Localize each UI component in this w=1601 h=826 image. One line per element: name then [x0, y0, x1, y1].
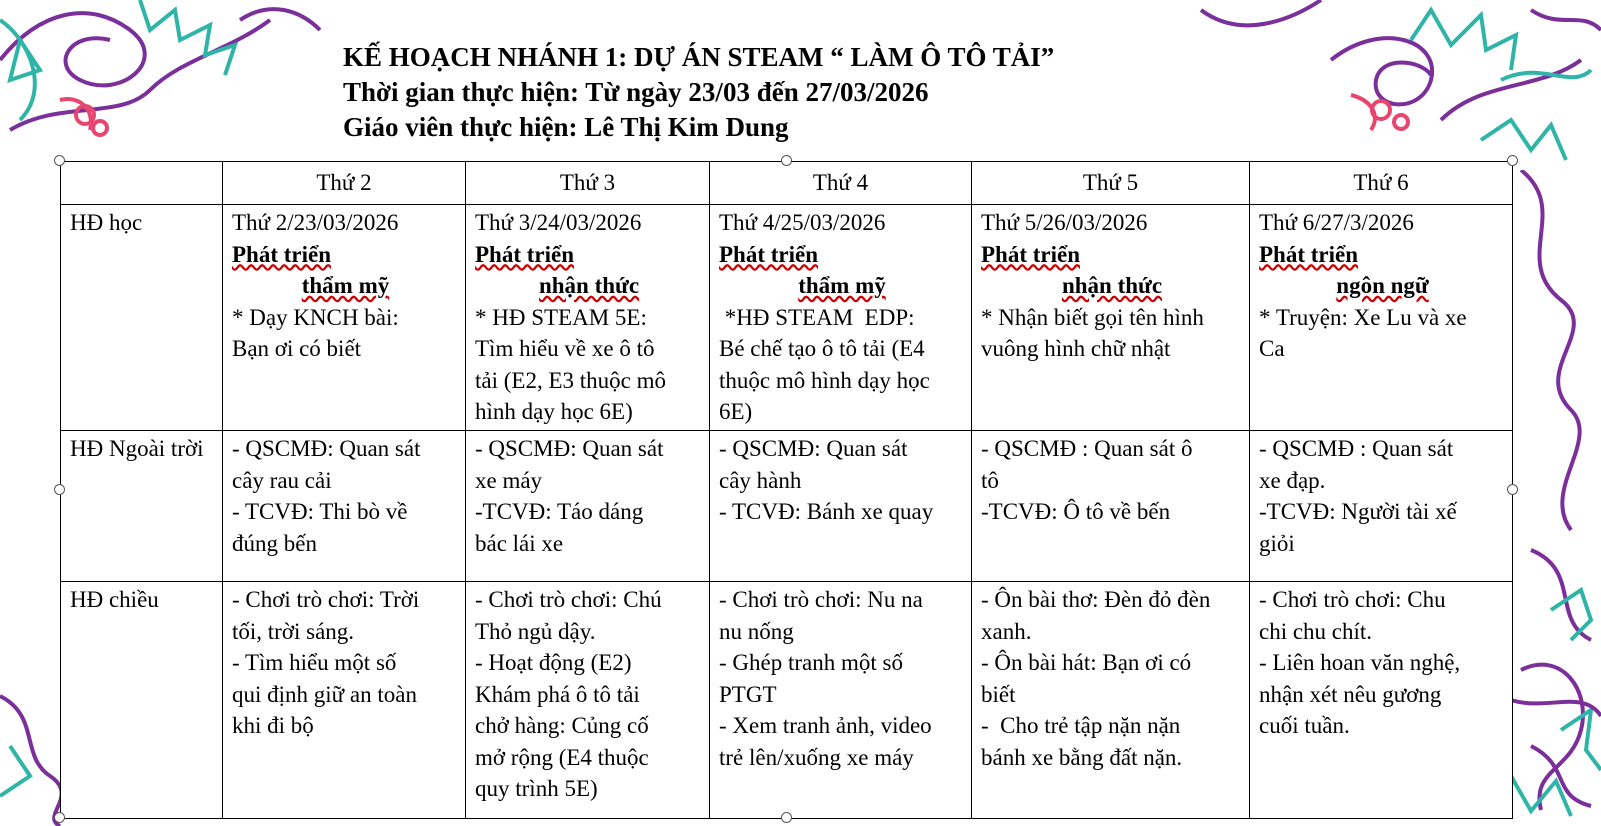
- resize-handle-bottom-left[interactable]: [54, 812, 65, 823]
- cell-text: xe đạp.: [1259, 467, 1326, 493]
- cell-text: *HĐ STEAM EDP:: [719, 304, 915, 330]
- cell-text: - Hoạt động (E2): [475, 650, 632, 675]
- cell-text: - Cho trẻ tập nặn nặn: [981, 713, 1181, 738]
- cell-text: - Ôn bài hát: Bạn ơi có: [981, 650, 1192, 675]
- floral-decoration-top-right: [1181, 0, 1601, 180]
- resize-handle-top-right[interactable]: [1507, 155, 1518, 166]
- cell-text: nu nống: [719, 618, 794, 644]
- resize-handle-top-left[interactable]: [54, 155, 65, 166]
- cell-text: qui định giữ an toàn: [232, 681, 417, 707]
- cell-text: đúng bến: [232, 530, 317, 556]
- weekly-plan-table[interactable]: [60, 161, 1513, 819]
- resize-handle-middle-left[interactable]: [54, 484, 65, 495]
- cell-text: Bé chế tạo ô tô tải (E4: [719, 336, 925, 361]
- cell-text: * Nhận biết gọi tên hình: [981, 304, 1204, 330]
- resize-handle-bottom-middle[interactable]: [781, 812, 792, 823]
- cell-text: tải (E2, E3 thuộc mô: [475, 367, 666, 393]
- resize-handle-middle-right[interactable]: [1507, 484, 1518, 495]
- cell-text: Tìm hiểu về xe ô tô: [475, 336, 655, 361]
- cell-text: bánh xe bằng đất nặn.: [981, 744, 1183, 770]
- cell-text: vuông hình chữ nhật: [981, 336, 1171, 361]
- cell-date: Thứ 5/26/03/2026: [981, 210, 1148, 235]
- cell-text: tối, trời sáng.: [232, 618, 355, 644]
- cell-subject: Phát triển: [475, 241, 575, 267]
- table-cell[interactable]: [972, 205, 1250, 431]
- table-row-hd-hoc: [61, 205, 1513, 431]
- cell-text: tô: [981, 467, 999, 493]
- table-cell[interactable]: [710, 582, 972, 819]
- cell-date: Thứ 6/27/3/2026: [1259, 210, 1414, 235]
- cell-subject: Phát triển: [1259, 241, 1359, 267]
- table-cell[interactable]: [1250, 205, 1513, 431]
- day-header[interactable]: Thứ 4: [710, 162, 972, 205]
- cell-text: - Chơi trò chơi: Chú: [475, 587, 662, 612]
- cell-text: PTGT: [719, 681, 777, 707]
- cell-text: bác lái xe: [475, 530, 564, 556]
- cell-text: - Chơi trò chơi: Trời: [232, 587, 420, 612]
- cell-text: hình dạy học 6E): [475, 399, 633, 424]
- cell-text: xe máy: [475, 467, 543, 493]
- cell-text: cây hành: [719, 467, 802, 493]
- document-header: [343, 40, 1054, 145]
- cell-text: - Ôn bài thơ: Đèn đỏ đèn: [981, 587, 1211, 612]
- cell-text: -TCVĐ: Người tài xế: [1259, 499, 1457, 524]
- corner-cell[interactable]: [61, 162, 223, 205]
- cell-text: khi đi bộ: [232, 713, 314, 738]
- day-header[interactable]: Thứ 3: [466, 162, 710, 205]
- cell-subject: nhận thức: [538, 273, 640, 298]
- cell-text: Ca: [1259, 336, 1285, 361]
- cell-text: nhận xét nêu gương: [1259, 681, 1442, 707]
- cell-text: -TCVĐ: Táo dáng: [475, 499, 644, 524]
- cell-text: - TCVĐ: Bánh xe quay: [719, 499, 934, 524]
- cell-text: - QSCMĐ: Quan sát: [475, 436, 664, 461]
- resize-handle-top-middle[interactable]: [781, 155, 792, 166]
- cell-text: chở hàng: Củng cố: [475, 713, 649, 738]
- cell-subject: thẩm mỹ: [301, 273, 390, 298]
- document-title: KẾ HOẠCH NHÁNH 1: DỰ ÁN STEAM “ LÀM Ô TÔ TẢI”: [343, 42, 1055, 72]
- cell-date: Thứ 4/25/03/2026: [719, 210, 886, 235]
- cell-text: - QSCMĐ : Quan sát: [1259, 436, 1454, 461]
- cell-text: - Xem tranh ảnh, video: [719, 713, 932, 738]
- time-period: Thời gian thực hiện: Từ ngày 23/03 đến 27/03/2026: [343, 77, 929, 107]
- cell-text: biết: [981, 681, 1016, 707]
- cell-subject: thẩm mỹ: [798, 273, 886, 298]
- table-cell[interactable]: [466, 582, 710, 819]
- cell-text: - QSCMĐ: Quan sát: [232, 436, 421, 461]
- cell-text: giỏi: [1259, 530, 1295, 556]
- row-label[interactable]: HĐ chiều: [61, 582, 223, 819]
- cell-subject: ngôn ngữ: [1336, 273, 1429, 298]
- floral-decoration-top-left: [0, 0, 330, 180]
- cell-text: thuộc mô hình dạy học: [719, 367, 930, 393]
- cell-text: - QSCMĐ : Quan sát ô: [981, 436, 1193, 461]
- table-cell[interactable]: [710, 205, 972, 431]
- table-cell[interactable]: [223, 431, 466, 582]
- cell-text: trẻ lên/xuống xe máy: [719, 744, 914, 770]
- table-header-row: [61, 162, 1513, 205]
- cell-text: cây rau cải: [232, 467, 332, 493]
- cell-text: -TCVĐ: Ô tô về bến: [981, 499, 1171, 524]
- cell-subject: nhận thức: [1061, 273, 1163, 298]
- cell-text: - Tìm hiểu một số: [232, 650, 397, 675]
- cell-text: * HĐ STEAM 5E:: [475, 304, 647, 330]
- cell-date: Thứ 2/23/03/2026: [232, 210, 399, 235]
- row-label[interactable]: HĐ Ngoài trời: [61, 431, 223, 582]
- cell-date: Thứ 3/24/03/2026: [475, 210, 642, 235]
- table-cell[interactable]: [1250, 431, 1513, 582]
- cell-text: mở rộng (E4 thuộc: [475, 744, 649, 770]
- cell-text: * Dạy KNCH bài:: [232, 304, 399, 330]
- cell-text: quy trình 5E): [475, 776, 598, 801]
- table-cell[interactable]: [223, 205, 466, 431]
- teacher-name: Giáo viên thực hiện: Lê Thị Kim Dung: [343, 112, 789, 142]
- cell-subject: Phát triển: [719, 241, 819, 267]
- day-header[interactable]: Thứ 2: [223, 162, 466, 205]
- day-header[interactable]: Thứ 6: [1250, 162, 1513, 205]
- cell-text: - Chơi trò chơi: Chu: [1259, 587, 1446, 612]
- table-cell[interactable]: [223, 582, 466, 819]
- cell-text: - Chơi trò chơi: Nu na: [719, 587, 923, 612]
- table-cell[interactable]: [466, 205, 710, 431]
- table-cell[interactable]: [466, 431, 710, 582]
- cell-text: cuối tuần.: [1259, 713, 1350, 738]
- cell-subject: Phát triển: [232, 241, 332, 267]
- table-cell[interactable]: [972, 431, 1250, 582]
- table-cell[interactable]: [972, 582, 1250, 819]
- cell-text: - Ghép tranh một số: [719, 650, 903, 675]
- cell-text: * Truyện: Xe Lu và xe: [1259, 304, 1467, 330]
- table-row-hd-chieu: [61, 582, 1513, 819]
- cell-text: - TCVĐ: Thi bò về: [232, 499, 408, 524]
- cell-text: - Liên hoan văn nghệ,: [1259, 650, 1461, 675]
- table-row-hd-ngoai-troi: [61, 431, 1513, 582]
- row-label[interactable]: HĐ học: [61, 205, 223, 431]
- cell-text: chi chu chít.: [1259, 618, 1373, 644]
- cell-text: Thỏ ngủ dậy.: [475, 618, 596, 644]
- cell-text: Khám phá ô tô tải: [475, 681, 640, 707]
- cell-subject: Phát triển: [981, 241, 1081, 267]
- cell-text: xanh.: [981, 618, 1032, 644]
- day-header[interactable]: Thứ 5: [972, 162, 1250, 205]
- cell-text: Bạn ơi có biết: [232, 336, 362, 361]
- cell-text: 6E): [719, 399, 753, 424]
- table-cell[interactable]: [1250, 582, 1513, 819]
- cell-text: - QSCMĐ: Quan sát: [719, 436, 908, 461]
- table-cell[interactable]: [710, 431, 972, 582]
